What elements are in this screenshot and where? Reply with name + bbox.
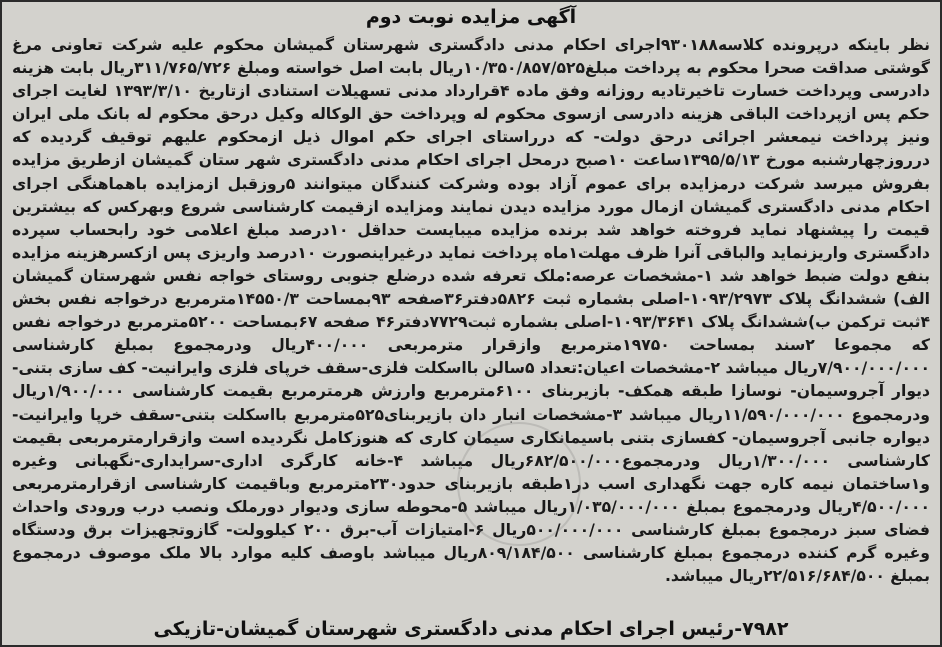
notice-signature: ۷۹۸۲-رئیس اجرای احکام مدنی دادگستری شهرستان گمیشان-تازیکی: [153, 618, 789, 640]
notice-title: آگهی مزایده نوبت دوم: [365, 6, 577, 28]
notice-body: نظر باینکه درپرونده کلاسه۹۳۰۱۸۸اجرای احکام مدنی دادگستری شهرستان گمیشان محکوم علیه شرکت تعاونی مرغ گوشتی صداقت صحرا محکوم به پرداخت مبلغ۱۰/۳۵۰/۸۵۷/۵۲۵ریال بابت اصل خواسته ومبلغ ۳۱۱/۷۶۵/۷۲۶ریال بابت هزینه دادرسی وپرداخت خسارت تاخیرتادیه روزانه وفق ماده ۴قرارداد مدنی تسهیلات استنادی ازتاریخ ۱۳۹۳/۳/۱۰ لغایت اجرای حکم پس ازپرداخت الباقی هزینه دادرسی ازسوی محکوم له وپرداخت حق الوکاله وکیل درحق محکوم له بانک ملی ایران ونیز پرداخت نیمعشر اجرائی درحق دولت- که درراستای اجرای حکم اموال ذیل ازمحکوم علیهم توقیف گردیده که درروزچهارشنبه مورخ ۱۳۹۵/۵/۱۳ساعت ۱۰صبح درمحل اجرای احکام مدنی دادگستری شهر ستان گمیشان ازطریق مزایده بفروش میرسد شرکت درمزایده برای عموم آزاد بوده وشرکت کنندگان میتوانند ۵روزقبل ازمزایده باهماهنگی اجرای احکام مدنی دادگستری گمیشان ازمال مورد مزایده دیدن نمایند ومزایده ازقیمت کارشناسی شروع وبهرکس که بیشترین قیمت را پیشنهاد نماید فروخته خواهد شد برنده مزایده میبایست حداقل ۱۰درصد مبلغ اعلامی خود رابحساب سپرده دادگستری واریزنماید والباقی آنرا ظرف مهلت۱ماه پرداخت نماید درغیراینصورت ۱۰درصد واریزی پس ازکسرهزینه مزایده بنفع دولت ضبط خواهد شد ۱-مشخصات عرصه:ملک تعرفه شده درضلع جنوبی روستای خواجه نفس شهرستان گمیشان الف) ششدانگ پلاک ۱۰۹۳/۲۹۷۳-اصلی بشماره ثبت ۵۸۲۶دفتر۳۶صفحه ۹۳بمساحت ۱۴۵۵۰/۳مترمربع درخواجه نفس بخش ۴ثبت ترکمن ب)ششدانگ پلاک ۱۰۹۳/۳۶۴۱-اصلی بشماره ثبت۷۷۲۹دفتر۴۶ صفحه ۶۷بمساحت ۵۲۰۰مترمربع درخواجه نفس که مجموعا ۲سند بمساحت ۱۹۷۵۰مترمربع وازقرار مترمربعی ۴۰۰/۰۰۰ریال ودرمجموع بمبلغ کارشناسی ۷/۹۰۰/۰۰۰/۰۰۰ریال میباشد ۲-مشخصات اعیان:تعداد ۵سالن بااسکلت فلزی-سقف خرپای فلزی وایرانیت- کف سازی بتنی- دیوار آجروسیمان- نوسازا طبقه همکف- بازیربنای ۶۱۰۰مترمربع وارزش هرمترمربع بقیمت کارشناسی ۱/۹۰۰/۰۰۰ریال ودرمجموع ۱۱/۵۹۰/۰۰۰/۰۰۰ریال میباشد ۳-مشخصات انبار دان بازیربنای۵۲۵مترمربع بااسکلت بتنی-سقف خرپا وایرانیت-دیواره جانبی آجروسیمان- کفسازی بتنی باسیمانکاری سیمان کاری که هنوزکامل نگردیده است وازقرارمترمربعی بقیمت کارشناسی ۱/۳۰۰/۰۰۰ریال ودرمجموع۶۸۲/۵۰۰/۰۰۰ریال میباشد ۴-خانه کارگری اداری-سرایداری-نگهبانی وغیره و۱ساختمان نیمه کاره جهت نگهداری اسب در۱طبقه بازیربنای حدود۲۳۰مترمربع وباقیمت کارشناسی ازقرارمترمربعی ۴/۵۰۰/۰۰۰ریال ودرمجموع بمبلغ ۱/۰۳۵/۰۰۰/۰۰۰ریال میباشد ۵-محوطه سازی ودیوار دورملک ونصب درب ورودی واحداث فضای سبز درمجموع بمبلغ کارشناسی ۵۰۰/۰۰۰/۰۰۰ریال ۶-امتیازات آب-برق ۲۰۰ کیلوولت- گازوتجهیزات برق ودستگاه وغیره گرم کننده درمجموع بمبلغ کارشناسی ۸۰۹/۱۸۴/۵۰۰ریال میباشد باوصف کلیه موارد بالا ملک موصوف درمجموع بمبلغ ۲۲/۵۱۶/۶۸۴/۵۰۰ریال میباشد.: [12, 36, 931, 586]
